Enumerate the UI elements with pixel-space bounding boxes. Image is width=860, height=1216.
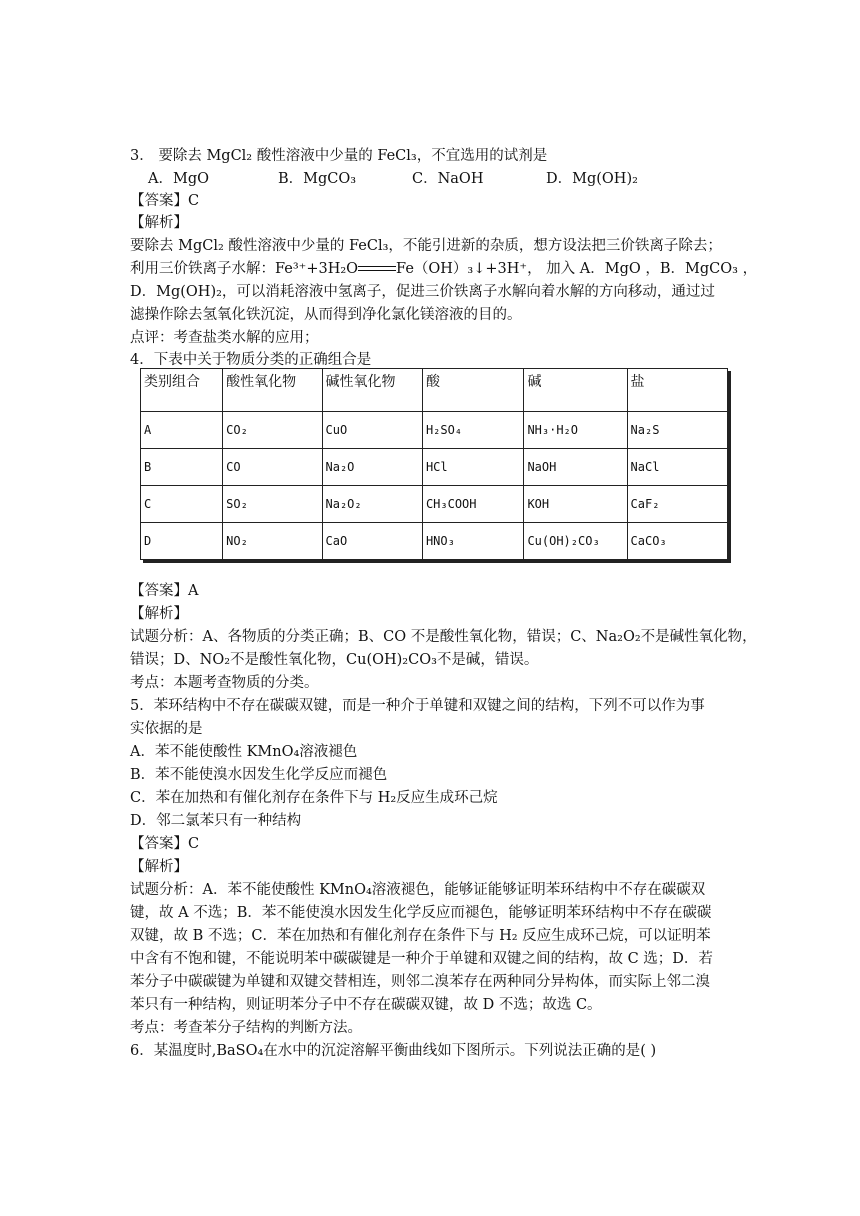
equilibrium-arrow-icon (358, 264, 396, 274)
table-cell: NO₂ (223, 523, 322, 560)
q5-analysis-label: 【解析】 (130, 859, 188, 875)
q3-explanation-line: 滤操作除去氢氧化铁沉淀，从而得到净化氯化镁溶液的目的。 (130, 307, 522, 323)
q5-stem-line: 5．苯环结构中不存在碳碳双键，而是一种介于单键和双键之间的结构，下列不可以作为事 (130, 698, 705, 714)
q3-option-d: D．Mg(OH)₂ (546, 171, 638, 187)
q3-stem: 3． 要除去 MgCl₂ 酸性溶液中少量的 FeCl₃，不宜选用的试剂是 (130, 148, 548, 164)
table-cell: B (141, 449, 223, 486)
table-header-cell: 酸 (422, 369, 524, 412)
table-cell: A (141, 412, 223, 449)
table-row (141, 523, 728, 560)
q5-option-a: A．苯不能使酸性 KMnO₄溶液褪色 (130, 744, 358, 760)
q3-explanation-line: D．Mg(OH)₂，可以消耗溶液中氢离子，促进三价铁离子水解向着水解的方向移动，通过过 (130, 284, 715, 300)
q4-answer: 【答案】A (130, 583, 199, 599)
table-row (141, 412, 728, 449)
q3-answer: 【答案】C (130, 193, 200, 209)
q3-equation-left: 利用三价铁离子水解：Fe³⁺+3H₂O (130, 261, 359, 277)
table-header-cell: 碱性氧化物 (322, 369, 422, 412)
table-header-cell: 碱 (524, 369, 627, 412)
table-header-cell: 酸性氧化物 (223, 369, 322, 412)
q4-explanation-line: 试题分析：A、各物质的分类正确；B、CO 不是酸性氧化物，错误；C、Na₂O₂不是碱性氧化物， (130, 629, 757, 645)
table-cell: Na₂O (322, 449, 422, 486)
q6-stem: 6．某温度时,BaSO₄在水中的沉淀溶解平衡曲线如下图所示。下列说法正确的是( ) (130, 1043, 657, 1059)
q4-point: 考点：本题考查物质的分类。 (130, 675, 319, 691)
table-cell: CO (223, 449, 322, 486)
table-cell: KOH (524, 486, 627, 523)
q3-option-a: A．MgO (148, 171, 209, 187)
q3-comment: 点评：考查盐类水解的应用； (130, 330, 319, 346)
table-cell: NaOH (524, 449, 627, 486)
table-cell: HNO₃ (422, 523, 524, 560)
q3-option-c: C．NaOH (412, 171, 484, 187)
q3-analysis-label: 【解析】 (130, 215, 188, 231)
q5-stem-line: 实依据的是 (130, 721, 203, 737)
q5-explanation-line: 双键，故 B 不选；C．苯在加热和有催化剂存在条件下与 H₂ 反应生成环己烷，可以证明苯 (130, 928, 711, 944)
q5-point: 考点：考查苯分子结构的判断方法。 (130, 1020, 362, 1036)
table-cell: CaF₂ (627, 486, 727, 523)
table-cell: CuO (322, 412, 422, 449)
table-cell: Na₂O₂ (322, 486, 422, 523)
table-cell: NH₃·H₂O (524, 412, 627, 449)
q5-option-d: D．邻二氯苯只有一种结构 (130, 813, 302, 829)
table-cell: CaO (322, 523, 422, 560)
q5-option-b: B．苯不能使溴水因发生化学反应而褪色 (130, 767, 388, 783)
table-cell: D (141, 523, 223, 560)
q5-explanation-line: 苯只有一种结构，则证明苯分子中不存在碳碳双键，故 D 不选；故选 C。 (130, 997, 602, 1013)
table-cell: CH₃COOH (422, 486, 524, 523)
table-cell: C (141, 486, 223, 523)
table-cell: CO₂ (223, 412, 322, 449)
table-cell: CaCO₃ (627, 523, 727, 560)
table-cell: Na₂S (627, 412, 727, 449)
q4-analysis-label: 【解析】 (130, 606, 188, 622)
q5-explanation-line: 试题分析：A．苯不能使酸性 KMnO₄溶液褪色，能够证能够证明苯环结构中不存在碳碳双 (130, 882, 706, 898)
table-cell: HCl (422, 449, 524, 486)
table-cell: Cu(OH)₂CO₃ (524, 523, 627, 560)
q5-answer: 【答案】C (130, 836, 200, 852)
q4-explanation-line: 错误；D、NO₂不是酸性氧化物，Cu(OH)₂CO₃不是碱，错误。 (130, 652, 539, 668)
table-cell: H₂SO₄ (422, 412, 524, 449)
q5-explanation-line: 苯分子中碳碳键为单键和双键交替相连，则邻二溴苯存在两种同分异构体，而实际上邻二溴 (130, 974, 710, 990)
q5-explanation-line: 中含有不饱和键，不能说明苯中碳碳键是一种介于单键和双键之间的结构，故 C 选；D．若 (130, 951, 713, 967)
classification-table (140, 368, 728, 560)
q3-equation-right: Fe（OH）₃↓+3H⁺， 加入 A．MgO ，B．MgCO₃ ， (396, 261, 758, 277)
table-cell: NaCl (627, 449, 727, 486)
q3-explanation-line: 要除去 MgCl₂ 酸性溶液中少量的 FeCl₃，不能引进新的杂质，想方设法把三价铁离子除去； (130, 238, 722, 254)
q3-option-b: B．MgCO₃ (278, 171, 357, 187)
q5-explanation-line: 键，故 A 不选；B．苯不能使溴水因发生化学反应而褪色，能够证明苯环结构中不存在碳碳 (130, 905, 712, 921)
table-header-cell: 盐 (627, 369, 727, 412)
q5-option-c: C．苯在加热和有催化剂存在条件下与 H₂反应生成环己烷 (130, 790, 498, 806)
table-row (141, 449, 728, 486)
q4-stem: 4．下表中关于物质分类的正确组合是 (130, 352, 372, 368)
table-row (141, 486, 728, 523)
q3-explanation-line (130, 258, 758, 280)
table-header-cell: 类别组合 (141, 369, 223, 412)
table-cell: SO₂ (223, 486, 322, 523)
table-header-row (141, 369, 728, 412)
